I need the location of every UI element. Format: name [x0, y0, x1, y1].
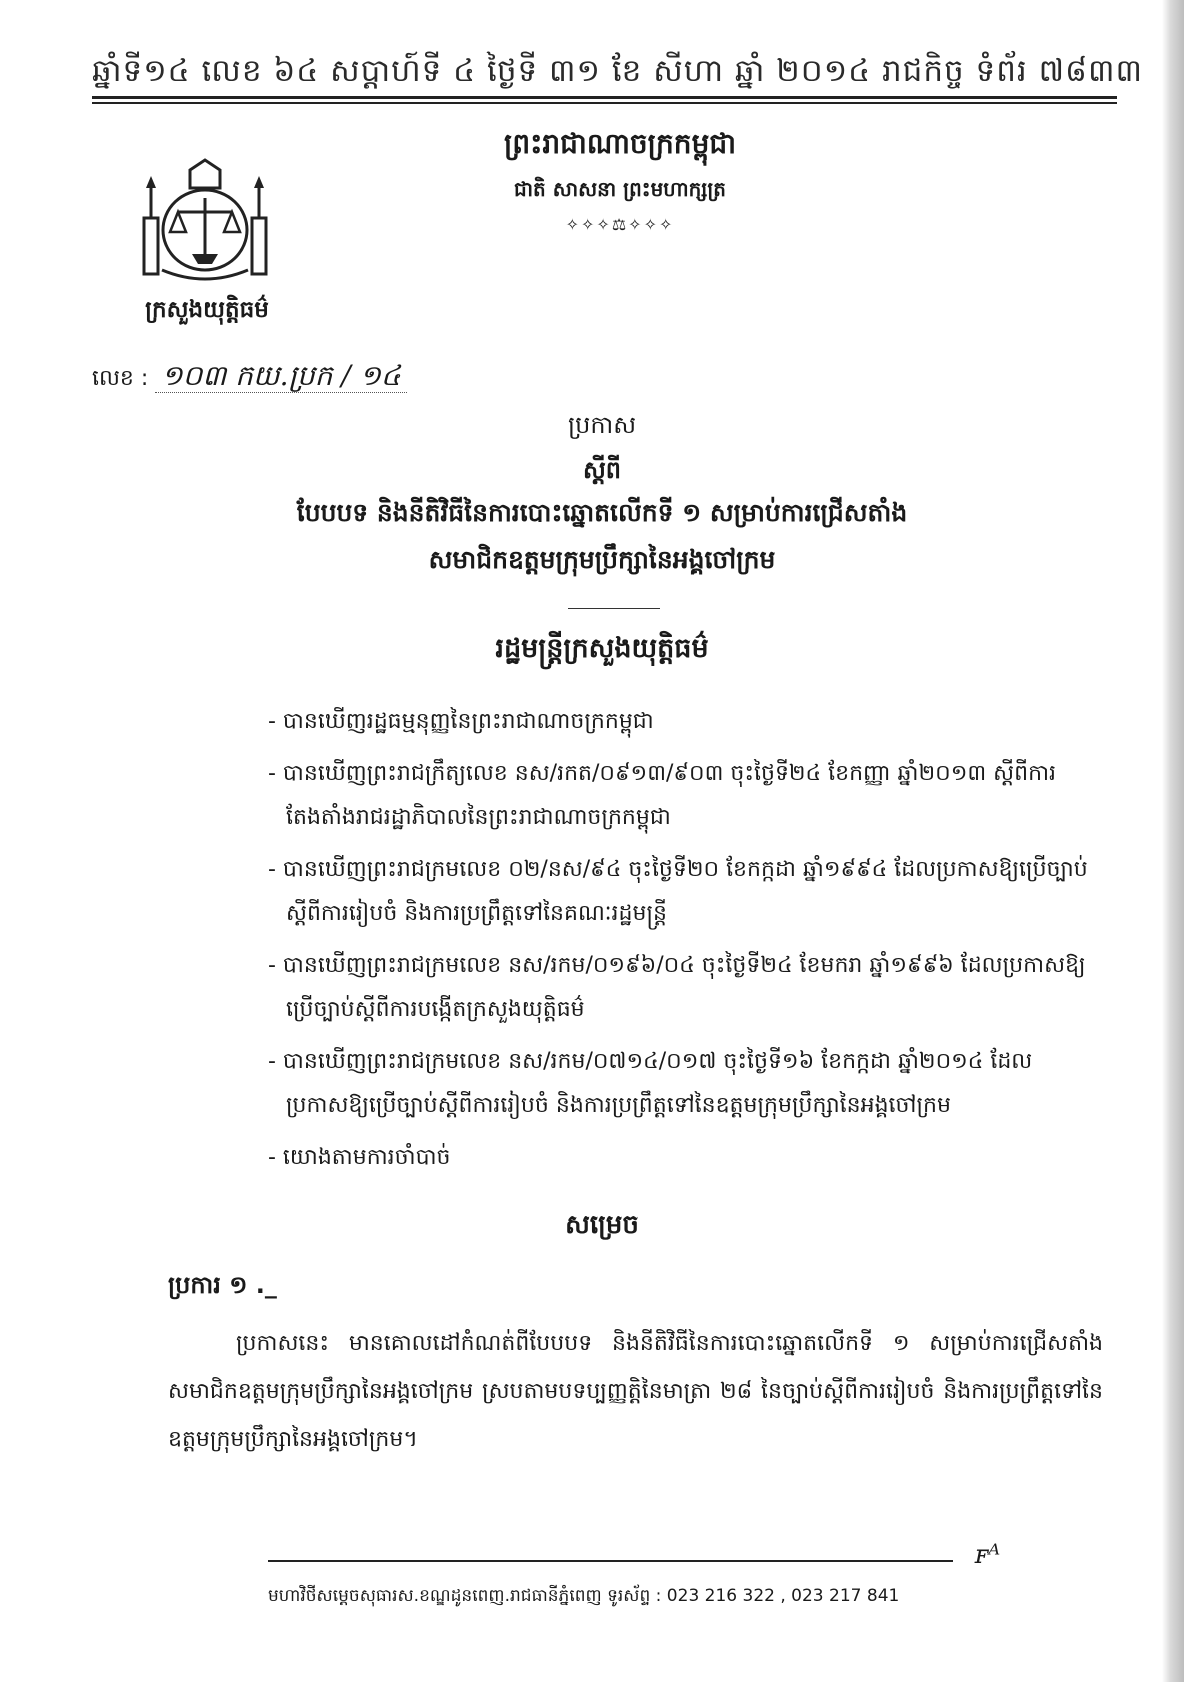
- recital-item: - បានឃើញព្រះរាជក្រឹត្យលេខ នស/រកត/០៩១៣/៩០៣ ចុះថ្ងៃទី២៤ ខែកញ្ញា ឆ្នាំ២០១៣ ស្តីពីការតែងតាំងរាជរដ្ឋាភិបាលនៃព្រះរាជាណាចក្រកម្ពុជា: [268, 761, 1056, 830]
- national-motto: ជាតិ សាសនា ព្រះមហាក្សត្រ: [514, 177, 726, 201]
- reference-number: [92, 358, 407, 399]
- header-rule: [92, 96, 1117, 104]
- issuer-heading: រដ្ឋមន្ត្រីក្រសួងយុត្តិធម៌: [495, 633, 709, 664]
- footer-rule: [268, 1560, 953, 1562]
- document-title-line-2: សមាជិកឧត្តមក្រុមប្រឹក្សានៃអង្គចៅក្រម: [428, 545, 776, 574]
- recital-item: - បានឃើញរដ្ឋធម្មនុញ្ញនៃព្រះរាជាណាចក្រកម្ពុជា: [268, 709, 654, 734]
- article-1-body: ប្រកាសនេះ មានគោលដៅកំណត់ពីបែបបទ និងនីតិវិធីនៃការបោះឆ្នោតលើកទី ១ សម្រាប់ការជ្រើសតាំងសមាជិកឧត្តមក្រុមប្រឹក្សានៃអង្គចៅក្រម ស្របតាមបទប្បញ្ញត្តិនៃមាត្រា ២៨ នៃច្បាប់ស្តីពីការរៀបចំ និងការប្រព្រឹត្តទៅនៃឧត្តមក្រុមប្រឹក្សានៃអង្គចៅក្រម។: [168, 1331, 1103, 1452]
- scan-edge-shadow: [1162, 0, 1184, 1682]
- reference-label: លេខ :: [92, 366, 149, 391]
- recital-item: - បានឃើញព្រះរាជក្រមលេខ នស/រកម/០៧១៤/០១៧ ចុះថ្ងៃទី១៦ ខែកក្កដា ឆ្នាំ២០១៤ ដែលប្រកាសឱ្យប្រើច្បាប់ស្តីពីការរៀបចំ និងការប្រព្រឹត្តទៅនៃឧត្តមក្រុមប្រឹក្សានៃអង្គចៅក្រម: [268, 1049, 1033, 1118]
- recital-item: - យោងតាមការចាំបាច់: [268, 1145, 451, 1170]
- document-about: ស្តីពី: [582, 456, 622, 484]
- decision-heading: សម្រេច: [565, 1210, 639, 1240]
- document-title-line-1: បែបបទ និងនីតិវិធីនៃការបោះឆ្នោតលើកទី ១ សម្រាប់ការជ្រើសតាំង: [296, 498, 908, 527]
- recitals-list: [268, 700, 1108, 1188]
- document-type: ប្រកាស: [567, 411, 637, 439]
- recital-item: - បានឃើញព្រះរាជក្រមលេខ ០២/នស/៩៤ ចុះថ្ងៃទី២០ ខែកក្កដា ឆ្នាំ១៩៩៤ ដែលប្រកាសឱ្យប្រើច្បាប់ស្តីពីការរៀបចំ និងការប្រព្រឹត្តទៅនៃគណៈរដ្ឋមន្ត្រី: [268, 857, 1088, 926]
- article-1-heading: ប្រការ ១ ._: [168, 1271, 277, 1299]
- ornament-divider: ✧✧✧⚖✧✧✧: [565, 215, 675, 234]
- gazette-header: ឆ្នាំទី១៤ លេខ ៦៤ សប្តាហ៍ទី ៤ ថ្ងៃទី ៣១ ខែ សីហា ឆ្នាំ ២០១៤ រាជកិច្ច ទំព័រ ៧៨៣៣: [92, 53, 1143, 89]
- kingdom-heading: ព្រះរាជាណាចក្រកម្ពុជា: [503, 127, 736, 160]
- reference-value: ១០៣ កយ.ប្រក / ១៤: [155, 359, 406, 393]
- recital-item: - បានឃើញព្រះរាជក្រមលេខ នស/រកម/០១៩៦/០៤ ចុះថ្ងៃទី២៤ ខែមករា ឆ្នាំ១៩៩៦ ដែលប្រកាសឱ្យប្រើច្បាប់ស្តីពីការបង្កើតក្រសួងយុត្តិធម៌: [268, 953, 1086, 1022]
- ministry-name: ក្រសួងយុត្តិធម៌: [145, 297, 269, 323]
- ministry-emblem-icon: [140, 158, 270, 282]
- handwritten-initials: ꜰᴬ: [975, 1540, 1001, 1570]
- title-separator: [568, 608, 660, 609]
- footer-address: មហាវិថីសម្តេចសុធារស.ខណ្ឌដូនពេញ.រាជធានីភ្នំពេញ ទូរស័ព្ទ : 023 216 322 , 023 217 841: [268, 1586, 900, 1606]
